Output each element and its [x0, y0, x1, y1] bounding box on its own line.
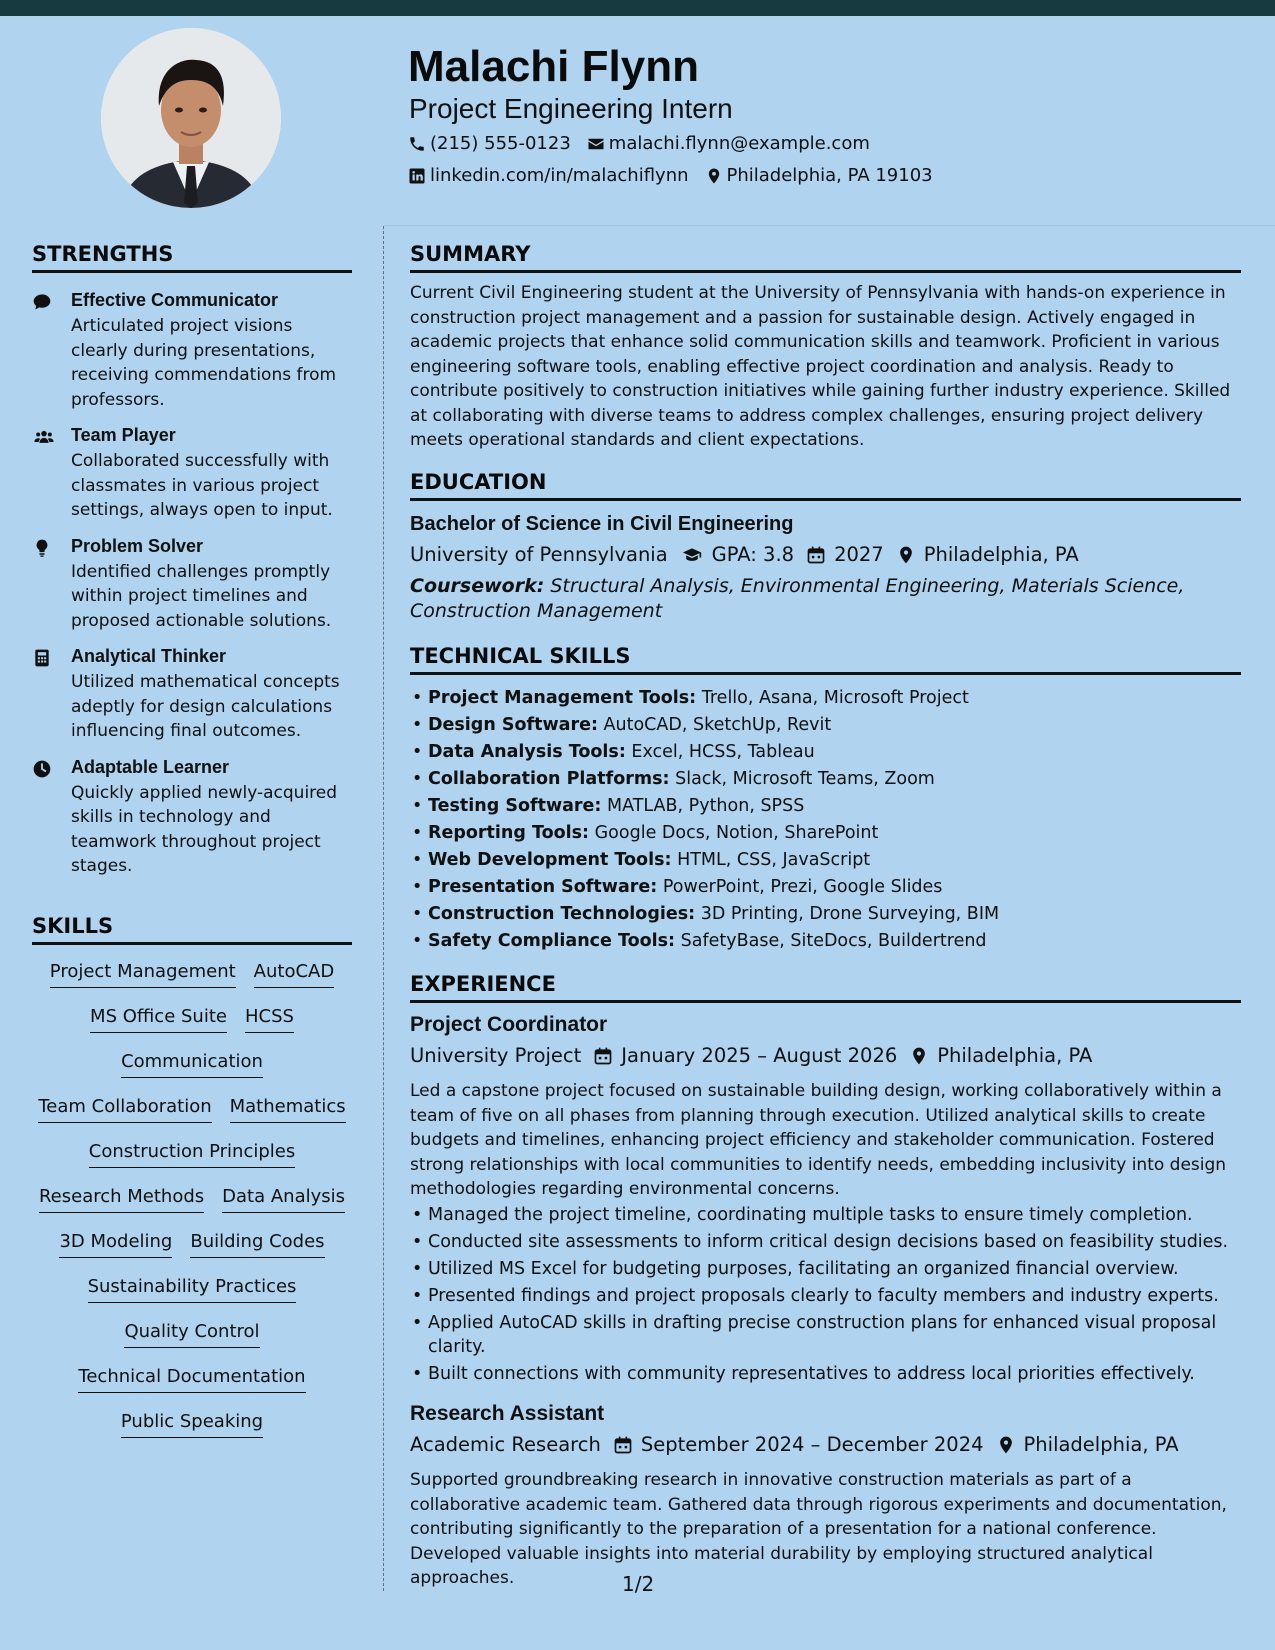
location-contact: [705, 165, 933, 186]
phone-icon: [408, 135, 426, 153]
skill-tag: Technical Documentation: [78, 1365, 305, 1393]
strength-desc: Identified challenges promptly within project timelines and proposed actionable solutions.: [71, 561, 332, 631]
coursework-list: Structural Analysis, Environmental Engineering, Materials Science, Construction Management: [410, 575, 1185, 622]
job-meta: [410, 1432, 1241, 1458]
strength-item: [32, 424, 352, 523]
job-entry: [410, 1402, 1241, 1592]
map-pin-icon: [896, 545, 916, 565]
job-location: Philadelphia, PA: [937, 1044, 1093, 1067]
skill-tag: Communication: [121, 1050, 263, 1078]
strengths-list: [32, 289, 352, 891]
strength-desc: Utilized mathematical concepts adeptly for design calculations influencing final outcomes.: [71, 672, 340, 741]
skill-tag: Building Codes: [190, 1230, 324, 1258]
list-item: • Collaboration Platforms: Slack, Microsoft Teams, Zoom: [410, 766, 1241, 793]
skill-tag: Quality Control: [124, 1320, 259, 1348]
skill-tag: Public Speaking: [121, 1410, 263, 1438]
strength-title: Effective Communicator: [71, 290, 279, 310]
skills-row: [32, 1320, 352, 1365]
skill-tag: 3D Modeling: [59, 1230, 172, 1258]
list-item: • Design Software: AutoCAD, SketchUp, Revit: [410, 712, 1241, 739]
linkedin-contact: [408, 165, 689, 186]
profile-photo: [101, 28, 281, 208]
skills-row: [32, 1230, 352, 1275]
skills-row: [32, 1005, 352, 1050]
location-text: Philadelphia, PA 19103: [726, 165, 933, 186]
strength-item: [32, 289, 352, 412]
email-text[interactable]: malachi.flynn@example.com: [608, 133, 870, 154]
candidate-name: Malachi Flynn: [408, 42, 699, 91]
skill-tag: Team Collaboration: [38, 1095, 211, 1123]
job-dates: September 2024 – December 2024: [640, 1433, 984, 1456]
calendar-icon: [806, 545, 826, 565]
job-location: Philadelphia, PA: [1023, 1433, 1179, 1456]
map-pin-icon: [996, 1435, 1016, 1455]
skills-row: [32, 960, 352, 1005]
skill-tag: Research Methods: [39, 1185, 204, 1213]
degree: Bachelor of Science in Civil Engineering: [410, 513, 794, 535]
education-heading: EDUCATION: [410, 470, 1241, 501]
strength-title: Analytical Thinker: [71, 646, 227, 666]
coursework-label: Coursework:: [410, 575, 545, 597]
job-dates: January 2025 – August 2026: [621, 1044, 898, 1067]
skill-tag: Project Management: [50, 960, 236, 988]
contact-row-1: [408, 133, 886, 154]
skill-tag: Mathematics: [230, 1095, 346, 1123]
list-item: • Project Management Tools: Trello, Asana, Microsoft Project: [410, 685, 1241, 712]
page-number: 1/2: [622, 1572, 655, 1596]
top-bar: [0, 0, 1275, 16]
list-item: • Web Development Tools: HTML, CSS, JavaScript: [410, 847, 1241, 874]
job-title: Research Assistant: [410, 1402, 605, 1425]
calendar-icon: [593, 1046, 613, 1066]
graduation-cap-icon: [680, 545, 704, 565]
strength-item: [32, 756, 352, 879]
list-item: • Construction Technologies: 3D Printing, Drone Surveying, BIM: [410, 901, 1241, 928]
skills-list: [32, 960, 352, 1455]
skills-row: [32, 1365, 352, 1410]
education-meta: [410, 542, 1241, 568]
calculator-icon: [32, 648, 52, 668]
map-pin-icon: [705, 167, 723, 185]
lightbulb-icon: [32, 538, 52, 558]
coursework: [410, 574, 1241, 624]
strength-item: [32, 645, 352, 744]
map-pin-icon: [909, 1046, 929, 1066]
experience-heading: EXPERIENCE: [410, 972, 1241, 1003]
summary-text: Current Civil Engineering student at the University of Pennsylvania with hands-on experience in construction project management and a passion for sustainable design. Actively engaged in academic projects that enhance solid communication skills and teamwork. Proficient in various engineering software tools, enabling effective project coordination and analysis. Ready to contribute positively to construction initiatives while gaining further industry experience. Skilled at collaborating with diverse teams to address complex challenges, ensuring project delivery meets operational standards and client expectations.: [410, 283, 1231, 450]
calendar-icon: [613, 1435, 633, 1455]
skill-tag: AutoCAD: [254, 960, 335, 988]
skill-tag: HCSS: [245, 1005, 294, 1033]
phone-text[interactable]: (215) 555-0123: [430, 133, 571, 154]
header-divider: [384, 225, 1275, 226]
list-item: • Utilized MS Excel for budgeting purposes, facilitating an organized financial overview.: [410, 1257, 1241, 1282]
list-item: • Conducted site assessments to inform critical design decisions based on feasibility studies.: [410, 1230, 1241, 1255]
list-item: • Safety Compliance Tools: SafetyBase, SiteDocs, Buildertrend: [410, 928, 1241, 955]
envelope-icon: [587, 135, 605, 153]
list-item: • Managed the project timeline, coordinating multiple tasks to ensure timely completion.: [410, 1203, 1241, 1228]
graduation-year: 2027: [834, 543, 884, 566]
list-item: • Presented findings and project proposals clearly to faculty members and industry experts.: [410, 1284, 1241, 1309]
job-title: Project Coordinator: [410, 1013, 608, 1036]
gpa: GPA: 3.8: [711, 543, 795, 566]
job-org: University Project: [410, 1044, 582, 1067]
skills-row: [32, 1050, 352, 1095]
strength-desc: Articulated project visions clearly during presentations, receiving commendations from professors.: [71, 316, 337, 410]
skills-heading: SKILLS: [32, 914, 352, 945]
technical-skills-list: [410, 685, 1241, 955]
skills-row: [32, 1410, 352, 1455]
summary-heading: SUMMARY: [410, 242, 1241, 273]
speech-bubble-icon: [32, 292, 52, 312]
email-contact: [587, 133, 870, 154]
job-meta: [410, 1043, 1241, 1069]
list-item: • Data Analysis Tools: Excel, HCSS, Tableau: [410, 739, 1241, 766]
phone-contact: [408, 133, 571, 154]
strength-desc: Collaborated successfully with classmates in various project settings, always open to input.: [71, 451, 333, 520]
strength-title: Team Player: [71, 425, 176, 445]
list-item: • Presentation Software: PowerPoint, Prezi, Google Slides: [410, 874, 1241, 901]
strengths-heading: STRENGTHS: [32, 242, 352, 273]
linkedin-text[interactable]: linkedin.com/in/malachiflynn: [430, 165, 689, 186]
candidate-title: Project Engineering Intern: [409, 93, 733, 124]
job-entry: [410, 1013, 1241, 1389]
strength-title: Problem Solver: [71, 535, 204, 556]
strength-title: Adaptable Learner: [71, 756, 230, 777]
list-item: • Applied AutoCAD skills in drafting precise construction plans for enhanced visual proposal clarity.: [410, 1311, 1241, 1360]
job-org: Academic Research: [410, 1433, 601, 1456]
school: University of Pennsylvania: [410, 543, 668, 566]
skills-row: [32, 1095, 352, 1140]
job-bullets: [410, 1203, 1241, 1387]
education-location: Philadelphia, PA: [923, 543, 1079, 566]
skill-tag: MS Office Suite: [90, 1005, 227, 1033]
job-description: Supported groundbreaking research in innovative construction materials as part of a collaborative academic team. Gathered data through rigorous experiments and documentation, contributing significantly to the preparation of a presentation for a national conference. Developed valuable insights into material durability by employing structured analytical approaches.: [410, 1470, 1227, 1588]
strength-item: [32, 535, 352, 634]
clock-icon: [32, 759, 52, 779]
strength-desc: Quickly applied newly-acquired skills in technology and teamwork throughout project stages.: [71, 782, 338, 876]
users-icon: [32, 427, 56, 447]
skills-row: [32, 1140, 352, 1185]
job-description: Led a capstone project focused on sustainable building design, working collaboratively within a team of five on all phases from planning through execution. Utilized analytical skills to create budgets and timelines, enhancing project efficiency and stakeholder communication. Fostered strong relationships with local communities to identify needs, embedding inclusivity into design methodologies regarding environmental concerns.: [410, 1081, 1227, 1199]
skill-tag: Construction Principles: [89, 1140, 295, 1168]
list-item: • Reporting Tools: Google Docs, Notion, SharePoint: [410, 820, 1241, 847]
column-divider: [383, 226, 384, 1591]
skills-row: [32, 1185, 352, 1230]
linkedin-icon: [408, 167, 426, 185]
education-entry: [410, 513, 1241, 624]
skill-tag: Sustainability Practices: [88, 1275, 297, 1303]
skill-tag: Data Analysis: [222, 1185, 345, 1213]
technical-skills-heading: TECHNICAL SKILLS: [410, 644, 1241, 675]
list-item: • Testing Software: MATLAB, Python, SPSS: [410, 793, 1241, 820]
skills-row: [32, 1275, 352, 1320]
contact-row-2: [408, 165, 949, 186]
list-item: • Built connections with community representatives to address local priorities effectively.: [410, 1362, 1241, 1387]
